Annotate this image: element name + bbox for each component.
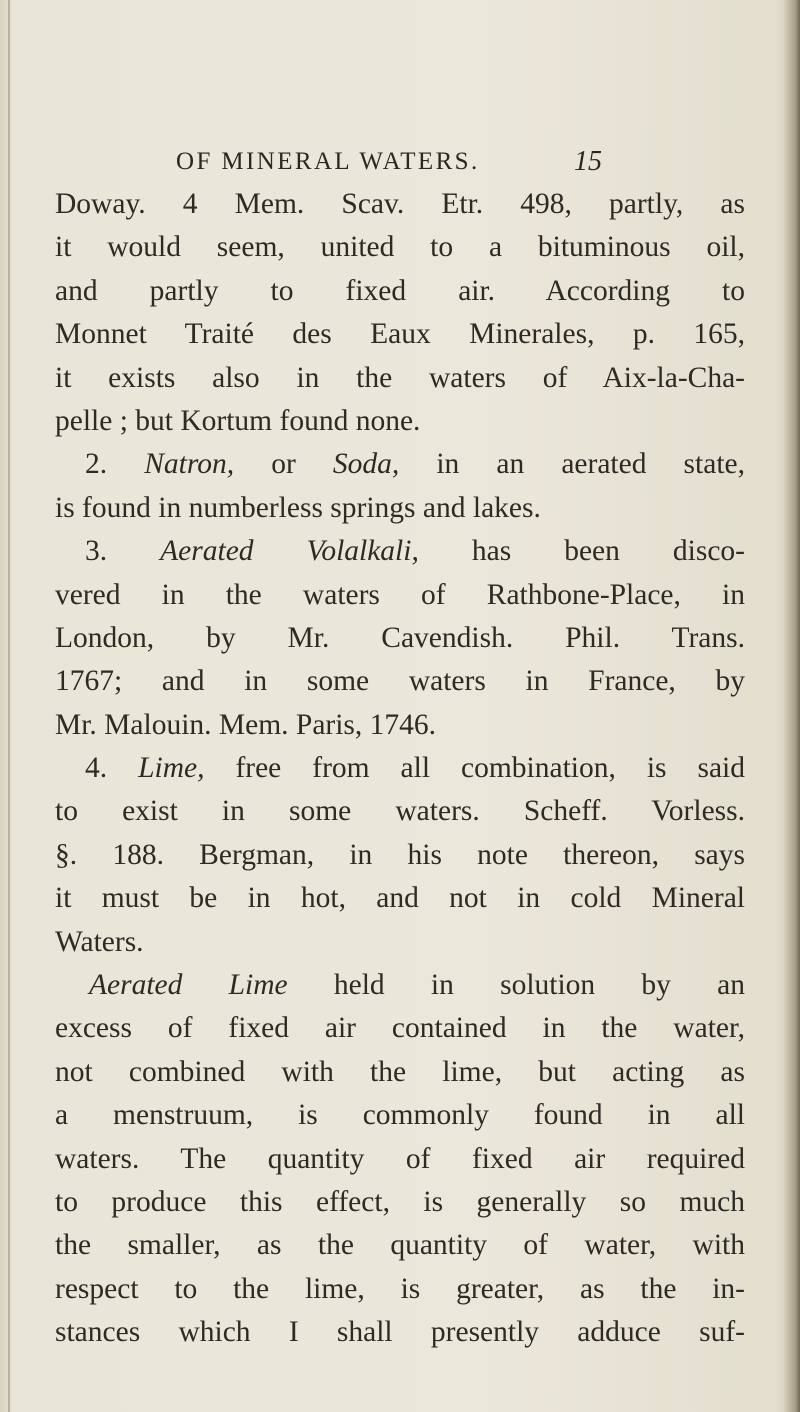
text-line: it would seem, united to a bituminous oil, xyxy=(55,231,745,264)
body-text xyxy=(55,183,745,1355)
italic-term-aerated-lime: Aerated Lime xyxy=(89,969,288,1002)
text-line: stances which I shall presently adduce suf- xyxy=(55,1316,745,1349)
text-line: to exist in some waters. Scheff. Vorless. xyxy=(55,795,745,828)
page-gutter-shadow xyxy=(8,0,10,1412)
page-header xyxy=(0,140,800,180)
italic-term-volalkali: Aerated Volalkali, xyxy=(160,535,419,568)
text-line: London, by Mr. Cavendish. Phil. Trans. xyxy=(55,621,745,654)
text-line: respect to the lime, is greater, as the in- xyxy=(55,1272,745,1305)
text-line: not combined with the lime, but acting as xyxy=(55,1055,745,1088)
text-line: Mr. Malouin. Mem. Paris, 1746. xyxy=(55,708,437,741)
text-line-item-2: 2. Natron, or Soda, in an aerated state, xyxy=(85,448,745,481)
text-line: waters. The quantity of fixed air required xyxy=(55,1142,745,1175)
italic-term-soda: Soda, xyxy=(332,448,400,481)
running-head: OF MINERAL WATERS. xyxy=(176,148,480,175)
italic-term-lime: Lime, xyxy=(138,752,205,785)
text-line: the smaller, as the quantity of water, with xyxy=(55,1229,745,1262)
text-line: excess of fixed air contained in the water, xyxy=(55,1012,745,1045)
page-number: 15 xyxy=(574,146,602,177)
text-line: it exists also in the waters of Aix-la-Cha- xyxy=(55,361,745,394)
italic-term-natron: Natron, xyxy=(144,448,235,481)
text-line: it must be in hot, and not in cold Mineral xyxy=(55,882,745,915)
text-line-aerated-lime: Aerated Lime held in solution by an xyxy=(89,969,745,1002)
text-line: vered in the waters of Rathbone-Place, in xyxy=(55,578,745,611)
text-line-item-4: 4. Lime, free from all combination, is said xyxy=(85,752,745,785)
text-line: to produce this effect, is generally so much xyxy=(55,1185,745,1218)
page-edge-shadow xyxy=(784,0,800,1412)
text-line: Waters. xyxy=(55,925,144,958)
text-line: and partly to fixed air. According to xyxy=(55,274,745,307)
text-line: Doway. 4 Mem. Scav. Etr. 498, partly, as xyxy=(55,188,745,220)
text-line-item-3: 3. Aerated Volalkali, has been disco- xyxy=(85,535,746,568)
text-line: is found in numberless springs and lakes. xyxy=(55,491,541,524)
text-line: pelle ; but Kortum found none. xyxy=(55,404,421,437)
text-line: §. 188. Bergman, in his note thereon, says xyxy=(55,838,745,871)
text-line: 1767; and in some waters in France, by xyxy=(55,665,745,698)
text-line: a menstruum, is commonly found in all xyxy=(55,1099,745,1132)
text-line: Monnet Traité des Eaux Minerales, p. 165, xyxy=(55,318,745,351)
